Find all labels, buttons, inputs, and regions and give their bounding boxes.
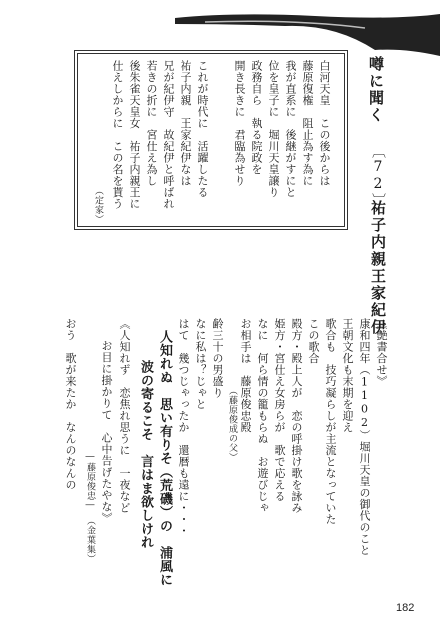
box-line: 兄が紀伊守 故紀伊と呼ばれ: [162, 60, 175, 210]
body-line: 《艶書合せ》: [375, 318, 388, 387]
box-line: 若きの折に 宮仕え為し: [145, 60, 158, 187]
poem-attribution: ―藤原俊忠― （金葉集）: [85, 452, 95, 564]
box-line: 政務自ら 執る院政を: [250, 60, 263, 175]
box-line: 藤原復権 阻止為す為に: [301, 60, 314, 187]
body-note: （藤原俊成の父）: [227, 386, 237, 462]
body-line: なに 何ら情の籠もらぬ お遊びじゃ: [256, 318, 269, 514]
poem-translation-line: お目に掛かりて 心中告げたやな》: [100, 340, 113, 524]
box-line: 我が直系に 後継がすにと: [284, 60, 297, 198]
body-line: 王朝文化も末期を迎え: [341, 318, 354, 433]
body-line: おう 歌が来たか なんのなんの: [64, 318, 77, 491]
body-line: なに私は？じゃと: [194, 318, 207, 410]
poem-line: 波の寄るこそ 言はま欲しけれ: [138, 360, 153, 549]
body-line: はて 幾つじゃったか 還暦も遠に・・・: [177, 318, 190, 537]
box-line: 白河天皇 この後からは: [318, 60, 331, 187]
box-attribution: （定家）: [93, 186, 103, 224]
poem-translation-line: 《人知れず 恋焦れ思うに 一夜など: [118, 318, 131, 514]
box-line: 後朱雀天皇女 祐子内親王に: [128, 60, 141, 210]
poem-number: 〔72〕: [370, 144, 386, 208]
poem-title: 祐子内親王家紀伊: [369, 200, 387, 336]
box-line: 祐子内親 王家紀伊なは: [179, 60, 192, 187]
body-line: お相手は 藤原俊忠殿: [239, 318, 252, 433]
body-line: 歌合も 技巧凝らしが主流となっていた: [324, 318, 337, 525]
box-line: これが時代に 活躍したる: [196, 60, 209, 198]
body-line: この歌合: [307, 318, 320, 364]
section-title: 噂に聞く: [367, 56, 385, 124]
box-line: 位を皇子に 堀川天皇譲り: [267, 60, 280, 198]
body-line: 殿方・殿上人が 恋の呼掛け歌を詠み: [290, 318, 303, 514]
body-line: 姫方・宮仕え女房らが 歌で応える: [273, 318, 286, 502]
box-line: 仕えしからに この名を貰う: [111, 60, 124, 210]
body-line: 康和四年（1102）堀川天皇の御代のこと: [358, 318, 371, 556]
box-line: 開き長きに 君臨為せり: [233, 60, 246, 187]
page-number: 182: [396, 602, 415, 614]
body-line: 齢三十の男盛り: [211, 318, 224, 399]
poem-line: 人知れぬ 思い有りそ（荒磯）の 浦風に: [157, 330, 172, 587]
